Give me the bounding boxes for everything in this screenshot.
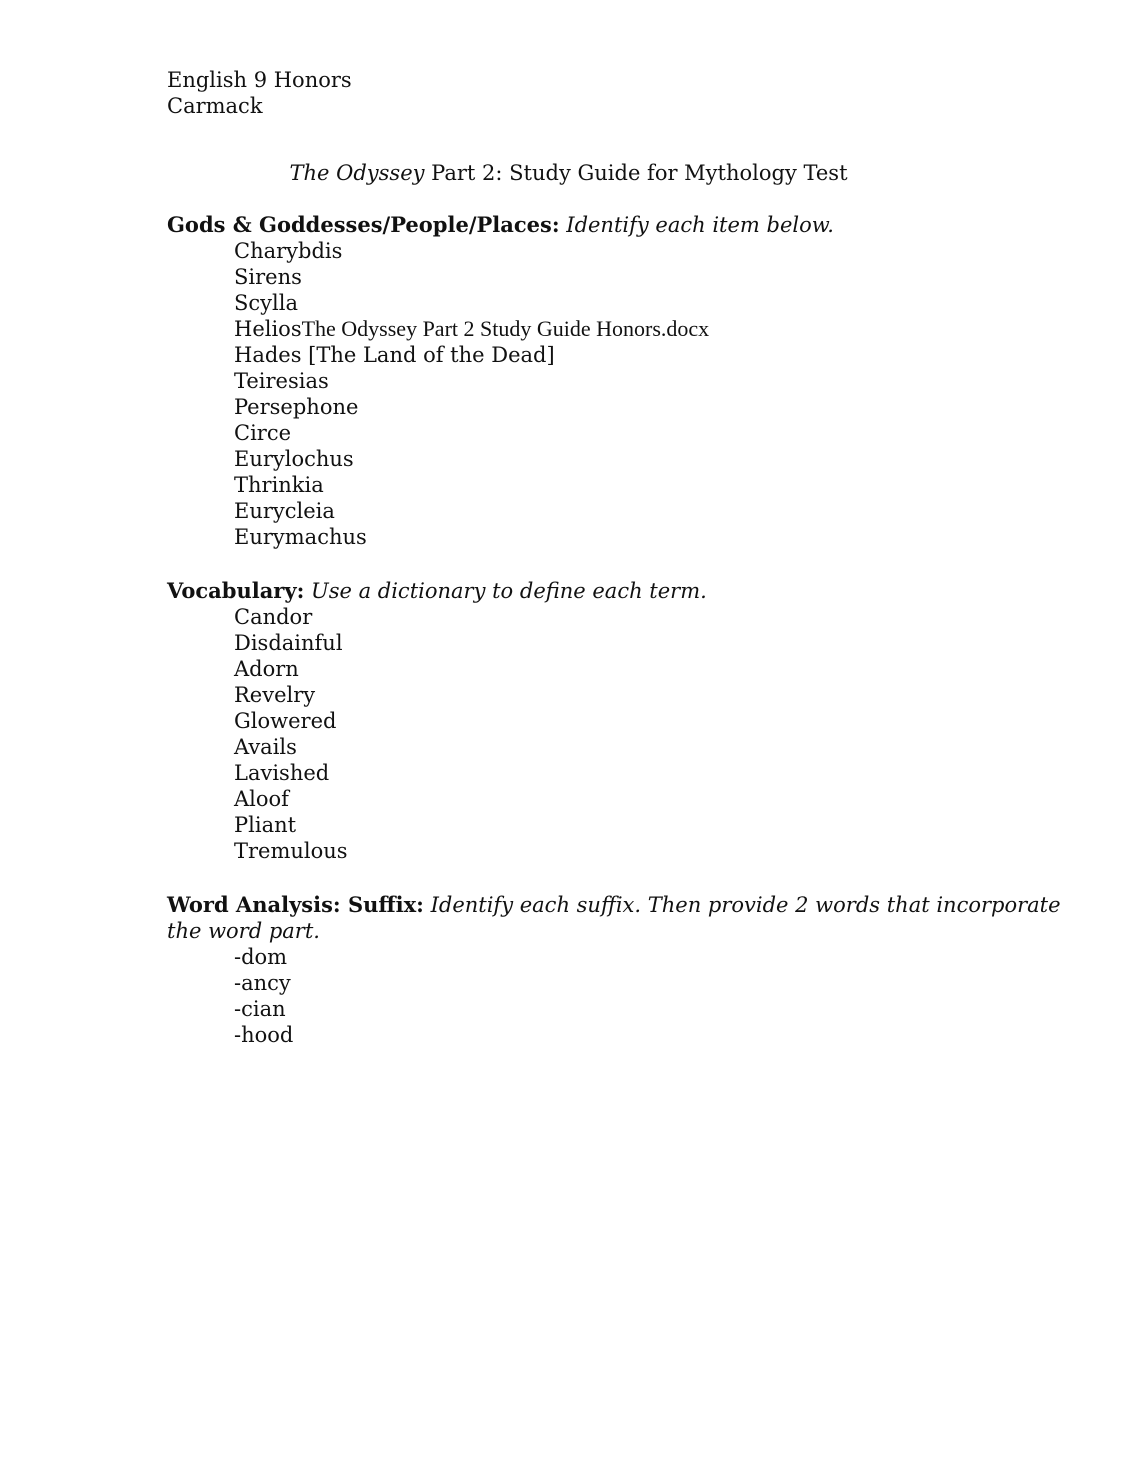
list-item: Teiresias — [234, 369, 329, 393]
gods-heading-line — [167, 212, 834, 238]
list-item: -cian — [234, 997, 286, 1021]
list-item: Disdainful — [234, 631, 343, 655]
list-item: Aloof — [234, 787, 289, 811]
list-item: Eurycleia — [234, 499, 335, 523]
course-name: English 9 Honors — [167, 68, 352, 92]
list-item: Eurylochus — [234, 447, 354, 471]
list-item-helios — [234, 316, 709, 342]
title-rest: Part 2: Study Guide for Mythology Test — [424, 161, 848, 185]
suffix-instruction: Identify each suffix. Then provide 2 words that incorporate — [423, 893, 1061, 917]
list-item: Adorn — [234, 657, 299, 681]
list-item: Persephone — [234, 395, 359, 419]
vocab-heading: Vocabulary: — [167, 578, 305, 603]
suffix-heading-line — [167, 892, 1061, 918]
list-item: -dom — [234, 945, 288, 969]
list-item: -ancy — [234, 971, 291, 995]
list-item: Glowered — [234, 709, 337, 733]
page-title — [0, 160, 1137, 186]
vocab-instruction: Use a dictionary to define each term. — [304, 579, 707, 603]
gods-instruction: Identify each item below. — [559, 213, 834, 237]
list-item: Sirens — [234, 265, 302, 289]
list-item: Circe — [234, 421, 292, 445]
title-italic: The Odyssey — [289, 161, 425, 185]
list-item: Eurymachus — [234, 525, 367, 549]
gods-heading: Gods & Goddesses/People/Places: — [167, 212, 560, 237]
list-item: Pliant — [234, 813, 297, 837]
list-item: Lavished — [234, 761, 330, 785]
list-item: Hades [The Land of the Dead] — [234, 343, 555, 367]
list-item: Charybdis — [234, 239, 343, 263]
list-item: Avails — [234, 735, 297, 759]
list-item: Scylla — [234, 291, 298, 315]
list-item: Helios — [234, 317, 302, 341]
suffix-instruction-cont: the word part. — [167, 919, 320, 943]
list-item: -hood — [234, 1023, 294, 1047]
embedded-filename: The Odyssey Part 2 Study Guide Honors.docx — [301, 316, 710, 341]
suffix-heading: Word Analysis: Suffix: — [167, 892, 424, 917]
list-item: Tremulous — [234, 839, 348, 863]
vocab-heading-line — [167, 578, 707, 604]
list-item: Revelry — [234, 683, 316, 707]
list-item: Thrinkia — [234, 473, 324, 497]
list-item: Candor — [234, 605, 313, 629]
teacher-name: Carmack — [167, 94, 263, 118]
